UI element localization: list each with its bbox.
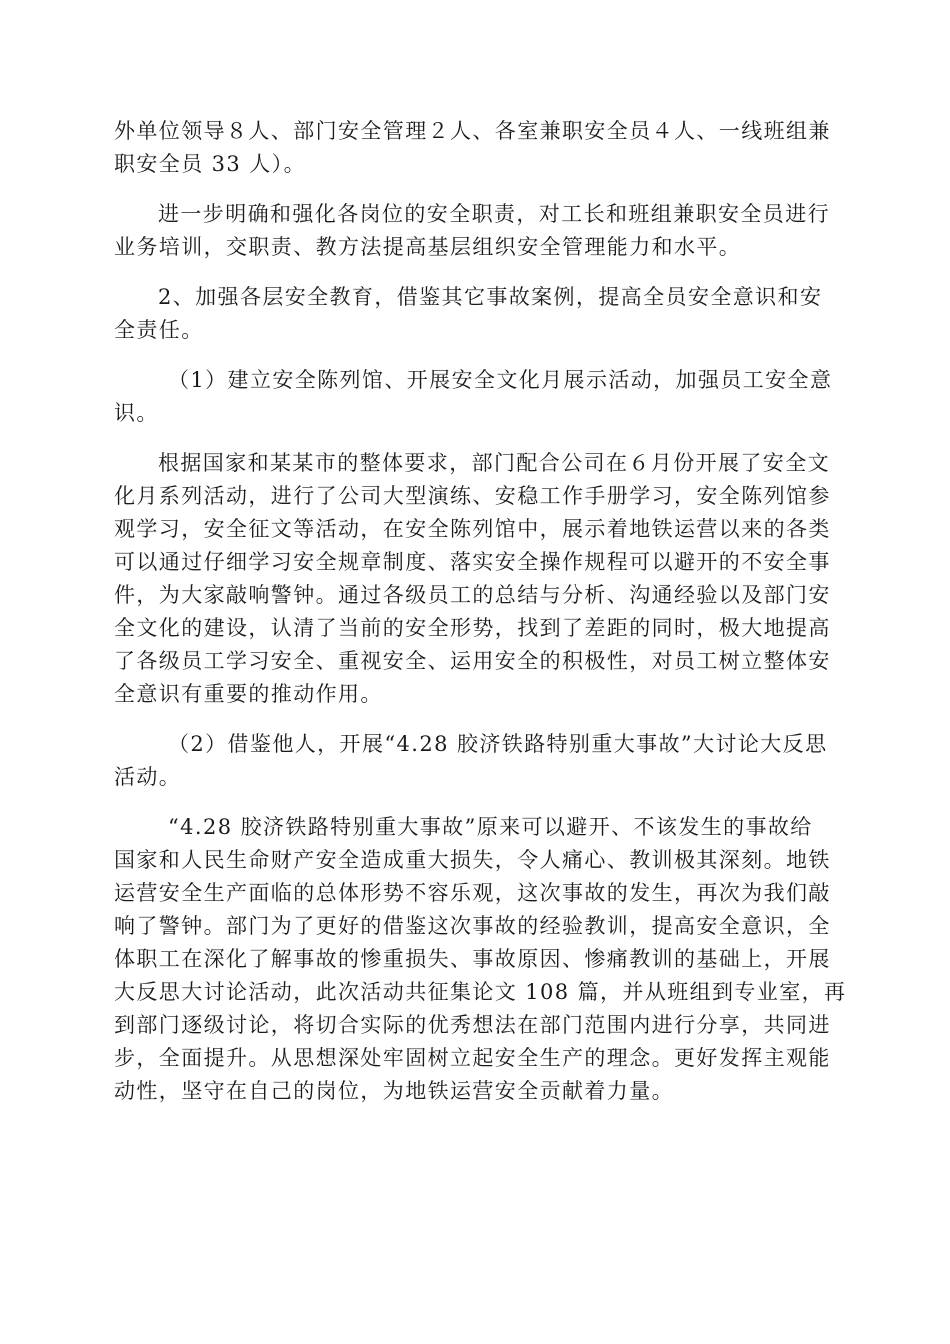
text-line: 职安全员 33 人）。	[114, 152, 306, 176]
text-line: 动性，坚守在自己的岗位，为地铁运营安全贡献着力量。	[114, 1079, 674, 1103]
text-line: 大反思大讨论活动，此次活动共征集论文 108 篇，并从班组到专业室，再	[114, 980, 847, 1004]
paragraph	[114, 728, 836, 794]
document-body	[114, 115, 847, 1125]
text-line: “4.28 胶济铁路特别重大事故”原来可以避开、不该发生的事故给	[168, 815, 813, 839]
text-line: 外单位领导８人、部门安全管理２人、各室兼职安全员４人、一线班组兼	[114, 119, 831, 143]
text-line: 体职工在深化了解事故的惨重损失、事故原因、惨痛教训的基础上，开展	[114, 947, 831, 971]
text-line: 步，全面提升。从思想深处牢固树立起安全生产的理念。更好发挥主观能	[114, 1046, 831, 1070]
paragraph	[114, 364, 836, 430]
text-line: 国家和人民生命财产安全造成重大损失，令人痛心、教训极其深刻。地铁	[114, 848, 831, 872]
text-line: 了各级员工学习安全、重视安全、运用安全的积极性，对员工树立整体安	[114, 649, 831, 673]
text-line: 观学习，安全征文等活动，在安全陈列馆中，展示着地铁运营以来的各类	[114, 517, 831, 541]
text-line: （2）借鉴他人，开展“4.28 胶济铁路特别重大事故”大讨论大反思	[168, 732, 828, 756]
text-line: 活动。	[114, 765, 182, 789]
paragraph	[114, 198, 836, 264]
text-line: 运营安全生产面临的总体形势不容乐观，这次事故的发生，再次为我们敲	[114, 881, 831, 905]
text-line: 全意识有重要的推动作用。	[114, 682, 383, 706]
text-line: （1）建立安全陈列馆、开展安全文化月展示活动，加强员工安全意	[168, 368, 833, 392]
text-line: 件，为大家敲响警钟。通过各级员工的总结与分析、沟通经验以及部门安	[114, 583, 831, 607]
paragraph	[114, 281, 836, 347]
paragraph	[114, 115, 836, 181]
text-line: 到部门逐级讨论，将切合实际的优秀想法在部门范围内进行分享，共同进	[114, 1013, 831, 1037]
text-line: 全文化的建设，认清了当前的安全形势，找到了差距的同时，极大地提高	[114, 616, 831, 640]
text-line: 识。	[114, 401, 159, 425]
text-line: 响了警钟。部门为了更好的借鉴这次事故的经验教训，提高安全意识，全	[114, 914, 831, 938]
text-line: 业务培训，交职责、教方法提高基层组织安全管理能力和水平。	[114, 235, 742, 259]
text-line: 化月系列活动，进行了公司大型演练、安稳工作手册学习，安全陈列馆参	[114, 484, 831, 508]
text-line: 进一步明确和强化各岗位的安全职责，对工长和班组兼职安全员进行	[158, 202, 830, 226]
text-line: 根据国家和某某市的整体要求，部门配合公司在６月份开展了安全文	[158, 451, 830, 475]
text-line: 可以通过仔细学习安全规章制度、落实安全操作规程可以避开的不安全事	[114, 550, 831, 574]
text-line: 2、加强各层安全教育，借鉴其它事故案例，提高全员安全意识和安	[158, 285, 823, 309]
paragraph	[114, 447, 836, 711]
text-line: 全责任。	[114, 318, 204, 342]
paragraph	[114, 811, 847, 1108]
